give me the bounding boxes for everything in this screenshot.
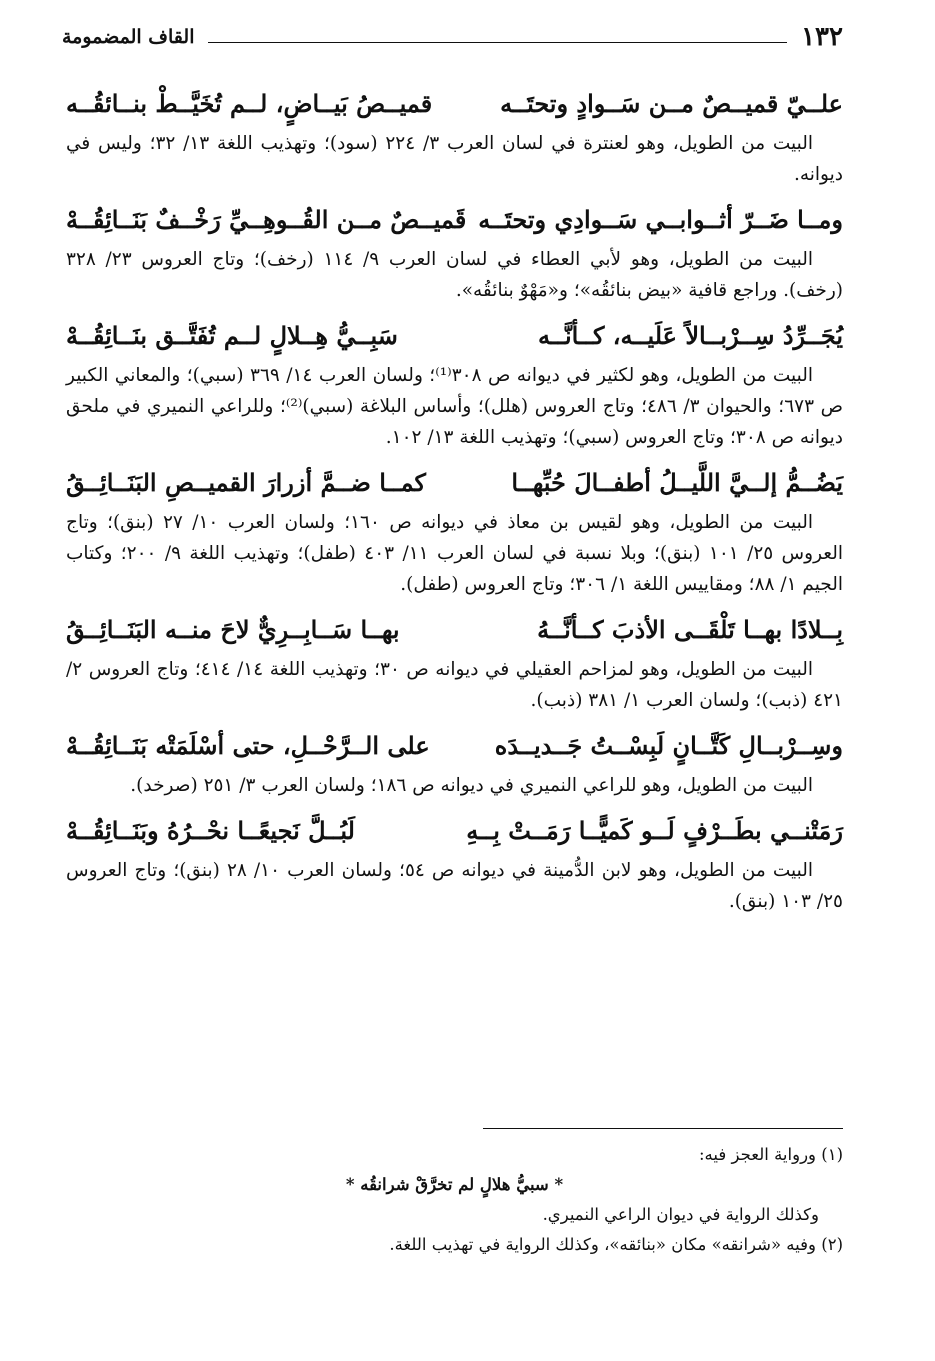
verse-commentary: البيت من الطويل، وهو لعنترة في لسان العرب ٣/ ٢٢٤ (سود)؛ وتهذيب اللغة ١٣/ ٣٢؛ وليس في ديوانه. <box>66 133 843 185</box>
footnotes <box>66 1140 843 1260</box>
verse-line <box>66 811 843 851</box>
verse-second-hemistich: سَبِــيُّ هِــلالٍ لــم تُفَتَّــق بنَــائِقُــهْ <box>66 321 398 350</box>
verse-entry <box>66 811 843 917</box>
verse-commentary: البيت من الطويل، وهو لابن الدُّمينة في ديوانه ص ٥٤؛ ولسان العرب ١٠/ ٢٨ (بنق)؛ وتاج العروس ٢٥/ ١٠٣ (بنق). <box>66 860 843 912</box>
verse-line <box>66 316 843 356</box>
verse-line <box>66 463 843 503</box>
verse-commentary: البيت من الطويل، وهو لمزاحم العقيلي في ديوانه ص ٣٠؛ وتهذيب اللغة ١٤/ ٤١٤؛ وتاج العروس ٢/ ٤٢١ (ذبب)؛ ولسان العرب ١/ ٣٨١ (ذبب). <box>66 659 843 711</box>
verse-entry <box>66 316 843 453</box>
verse-line <box>66 610 843 650</box>
verse-second-hemistich: بهــا سَــابِــرِيٌّ لاحَ منــه البَنَــائِــقُ <box>66 615 400 644</box>
verse-first-hemistich: بِــلادًا بهــا تَلْقَــى الأذبَ كــأنَّــهُ <box>537 615 843 644</box>
verse-second-hemistich: لَبُــلَّ نَجيعًــا نحْــرُهُ وبَنَــائِقُــهْ <box>66 816 355 845</box>
verse-entry <box>66 200 843 306</box>
footnote-2: (٢) وفيه «شرانقه» مكان «بنائقه»، وكذلك الرواية في تهذيب اللغة. <box>389 1235 843 1254</box>
verse-first-hemistich: رَمَتْنــي بطَــرْفٍ لَــو كَميًّــا رَمَــتْ بِــهِ <box>466 816 843 845</box>
page-header <box>62 20 843 54</box>
verse-entry <box>66 463 843 600</box>
verse-second-hemistich: قَميــصٌ مــن القُــوهِــيِّ رَخْــفٌ بَنَــائِقُــهْ <box>66 205 467 234</box>
footnote-1-verse: * سبيُّ هلالٍ لم تخرَّقْ شرانقُه * <box>345 1175 564 1194</box>
verse-entry <box>66 610 843 716</box>
verse-line <box>66 200 843 240</box>
verse-entry <box>66 726 843 801</box>
verse-second-hemistich: قميــصُ بَيــاضٍ، لــم تُخَيَّــطْ بنــائقُــه <box>66 89 433 118</box>
verse-entries <box>66 84 843 927</box>
verse-first-hemistich: يُجَــرِّدُ سِــرْبــالاً عَلَيــه، كــأنَّــه <box>538 321 843 350</box>
verse-commentary: البيت من الطويل، وهو لأبي العطاء في لسان العرب ٩/ ١١٤ (رخف)؛ وتاج العروس ٢٣/ ٣٢٨ (رخف). وراجع قافية «بيض بنائقُه»؛ و«مَهْوٌ بنائقُه». <box>66 249 843 301</box>
chapter-title: القاف المضمومة <box>62 26 195 48</box>
verse-first-hemistich: وسِــرْبــالِ كَتَّــانٍ لَبِسْــتُ جَــديــدَه <box>494 731 843 760</box>
verse-commentary: البيت من الطويل، وهو للراعي النميري في ديوانه ص ١٨٦؛ ولسان العرب ٣/ ٢٥١ (صرخد). <box>130 775 813 796</box>
verse-entry <box>66 84 843 190</box>
footnote-separator <box>483 1128 843 1129</box>
verse-second-hemistich: على الــرَّحْــلِ، حتى أسْلَمَتْه بَنَــائِقُــهْ <box>66 731 430 760</box>
page-number: ١٣٢ <box>801 22 843 52</box>
footnote-1-note: وكذلك الرواية في ديوان الراعي النميري. <box>542 1205 819 1224</box>
verse-first-hemistich: علــيّ قميــصٌ مــن سَــوادٍ وتحتَــه <box>500 89 843 118</box>
verse-commentary: البيت من الطويل، وهو لقيس بن معاذ في ديوانه ص ١٦٠؛ ولسان العرب ١٠/ ٢٧ (بنق)؛ وتاج العروس ٢٥/ ١٠١ (بنق)؛ وبلا نسبة في لسان العرب ١١/ ٤٠٣ (طفل)؛ وتهذيب اللغة ٩/ ٢٠٠؛ وكتاب الجيم ١/ ٨٨؛ ومقاييس اللغة ١/ ٣٠٦؛ وتاج العروس (طفل). <box>66 512 843 595</box>
verse-second-hemistich: كمــا ضــمَّ أزرارَ القميــصِ البَنَــائِــقُ <box>66 468 426 497</box>
header-rule <box>208 42 787 43</box>
verse-line <box>66 84 843 124</box>
verse-commentary: البيت من الطويل، وهو لكثير في ديوانه ص ٣٠٨⁽¹⁾؛ ولسان العرب ١٤/ ٣٦٩ (سبي)؛ والمعاني الكبير ص ٦٧٣؛ والحيوان ٣/ ٤٨٦؛ وتاج العروس (هلل)؛ وأساس البلاغة (سبي)⁽²⁾؛ وللراعي النميري في ملحق ديوانه ص ٣٠٨؛ وتاج العروس (سبي)؛ وتهذيب اللغة ١٣/ ١٠٢. <box>66 365 843 448</box>
verse-line <box>66 726 843 766</box>
verse-first-hemistich: ومــا ضَــرّ أثــوابــي سَــوادِي وتحتَــه <box>478 205 843 234</box>
footnote-1-intro: (١) ورواية العجز فيه: <box>698 1145 843 1164</box>
verse-first-hemistich: يَضُــمُّ إلــيَّ اللَّيــلُ أطفــالَ حُبِّهــا <box>511 468 843 497</box>
